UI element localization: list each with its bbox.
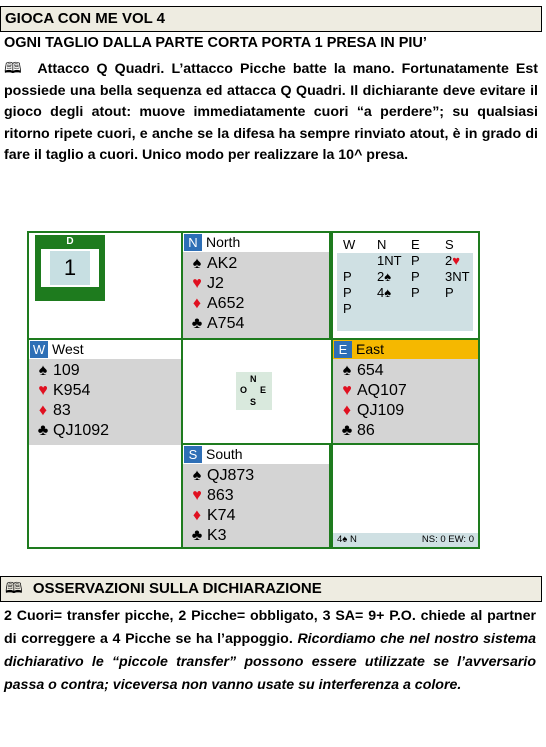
west-diamonds: 83 xyxy=(53,402,71,419)
diamond-icon: ♦ xyxy=(192,295,202,312)
heart-icon: ♥ xyxy=(342,382,352,399)
intro-text: L’attacco Picche batte la mano. Fortunatamente Est possiede una bella sequenza ed attacca Q Quadri. Il dichiarante deve evitare il gioco degli atout: muove immediatamente cuori “a perdere”; su qualsiasi ritorno ripete cuori, e anche se la difesa ha sempre rinviato atout, è in grado di fare il taglio a cuori. Unico modo per realizzare la 10^ presa. xyxy=(4,61,539,163)
spade-icon: ♠ xyxy=(38,362,48,379)
east-clubs: 86 xyxy=(357,422,375,439)
west-hand xyxy=(29,338,183,445)
bid: P xyxy=(343,301,352,316)
compass-rose xyxy=(236,372,272,410)
bid xyxy=(371,301,405,317)
compass-e: E xyxy=(260,385,267,395)
club-icon: ♣ xyxy=(191,527,203,544)
seat-badge-east: E xyxy=(334,341,352,358)
north-clubs: A754 xyxy=(207,315,245,332)
bid: 2♥ xyxy=(445,253,460,268)
spade-icon: ♠ xyxy=(342,362,352,379)
bid: P xyxy=(411,285,420,300)
south-clubs: K3 xyxy=(207,527,227,544)
west-name: West xyxy=(52,341,84,357)
book-icon: 🕮 xyxy=(5,580,23,597)
contract-bar xyxy=(333,533,478,547)
heart-icon: ♥ xyxy=(38,382,48,399)
east-hearts: AQ107 xyxy=(357,382,407,399)
bidding-row xyxy=(337,253,473,269)
spade-icon: ♠ xyxy=(192,255,202,272)
west-spades: 109 xyxy=(53,362,80,379)
compass-s: S xyxy=(250,397,257,407)
compass-n: N xyxy=(250,374,257,384)
bid xyxy=(405,301,439,317)
south-diamonds: K74 xyxy=(207,507,236,524)
diamond-icon: ♦ xyxy=(38,402,48,419)
bidding-row xyxy=(337,301,473,317)
bid: 4♠ xyxy=(377,285,392,300)
west-clubs: QJ1092 xyxy=(53,422,110,439)
bid xyxy=(337,253,371,269)
south-hearts: 863 xyxy=(207,487,234,504)
heart-icon: ♥ xyxy=(192,487,202,504)
east-spades: 654 xyxy=(357,362,384,379)
seat-badge-west: W xyxy=(30,341,48,358)
bid: P xyxy=(411,253,420,268)
dealer-label: D xyxy=(66,236,74,247)
north-diamonds: A652 xyxy=(207,295,245,312)
page-header xyxy=(0,6,542,32)
south-spades: QJ873 xyxy=(207,467,255,484)
south-name: South xyxy=(206,446,243,462)
diamond-icon: ♦ xyxy=(192,507,202,524)
article-subtitle: OGNI TAGLIO DALLA PARTE CORTA PORTA 1 PRESA IN PIU’ xyxy=(4,35,427,51)
bidding-row xyxy=(337,269,473,285)
club-icon: ♣ xyxy=(37,422,49,439)
bid: 2♠ xyxy=(377,269,392,284)
board-number: 1 xyxy=(48,249,92,287)
bid: P xyxy=(411,269,420,284)
bid xyxy=(439,301,473,317)
intro-paragraph xyxy=(4,58,538,167)
bid-header-w: W xyxy=(343,237,356,252)
contract-text: 4♠ N xyxy=(337,534,357,545)
north-spades: AK2 xyxy=(207,255,238,272)
bid: P xyxy=(343,269,352,284)
club-icon: ♣ xyxy=(341,422,353,439)
bidding-row xyxy=(337,285,473,301)
bid: 1NT xyxy=(377,253,402,268)
bidding-header-row xyxy=(337,237,473,253)
south-hand xyxy=(181,443,331,547)
bridge-board xyxy=(27,231,480,549)
bid-header-s: S xyxy=(445,237,454,252)
observations-paragraph xyxy=(4,605,536,697)
north-name: North xyxy=(206,234,241,250)
spade-icon: ♠ xyxy=(192,467,202,484)
deal-info-cell xyxy=(29,233,181,338)
observations-text: 2 Cuori= transfer picche, 2 Picche= obbligato, 3 SA= 9+ P.O. chiede al partner di correggere a 4 Picche se ha l’appoggio. xyxy=(4,608,536,647)
east-name: East xyxy=(356,341,385,357)
bidding-table xyxy=(337,237,473,331)
bid-header-e: E xyxy=(411,237,420,252)
observations-italic: Ricordiamo che nel nostro sistema dichiarativo le “piccole transfer” possono essere utilizzate se l’avversario passa o contra; viceversa non vanno usate su interferenza a colore. xyxy=(4,631,536,693)
seat-badge-north: N xyxy=(184,234,202,251)
north-hand xyxy=(181,233,331,340)
north-hearts: J2 xyxy=(207,275,224,292)
score-text: NS: 0 EW: 0 xyxy=(421,534,474,545)
intro-lead: Attacco Q Quadri. xyxy=(37,61,165,77)
bid: 3NT xyxy=(445,269,470,284)
seat-badge-south: S xyxy=(184,446,202,463)
heart-icon: ♥ xyxy=(192,275,202,292)
bid: P xyxy=(343,285,352,300)
bid: P xyxy=(445,285,454,300)
book-icon: 🕮 xyxy=(4,60,25,77)
deal-box xyxy=(35,235,105,301)
west-hearts: K954 xyxy=(53,382,91,399)
result-cell xyxy=(331,443,478,547)
east-hand xyxy=(331,338,478,445)
compass-cell xyxy=(183,340,331,445)
east-diamonds: QJ109 xyxy=(357,402,405,419)
club-icon: ♣ xyxy=(191,315,203,332)
page-title: GIOCA CON ME VOL 4 xyxy=(5,10,166,27)
compass-o: O xyxy=(240,385,248,395)
observations-header xyxy=(0,576,542,602)
observations-title: OSSERVAZIONI SULLA DICHIARAZIONE xyxy=(32,580,322,597)
bid-header-n: N xyxy=(377,237,387,252)
bidding-cell xyxy=(331,233,478,340)
diamond-icon: ♦ xyxy=(342,402,352,419)
